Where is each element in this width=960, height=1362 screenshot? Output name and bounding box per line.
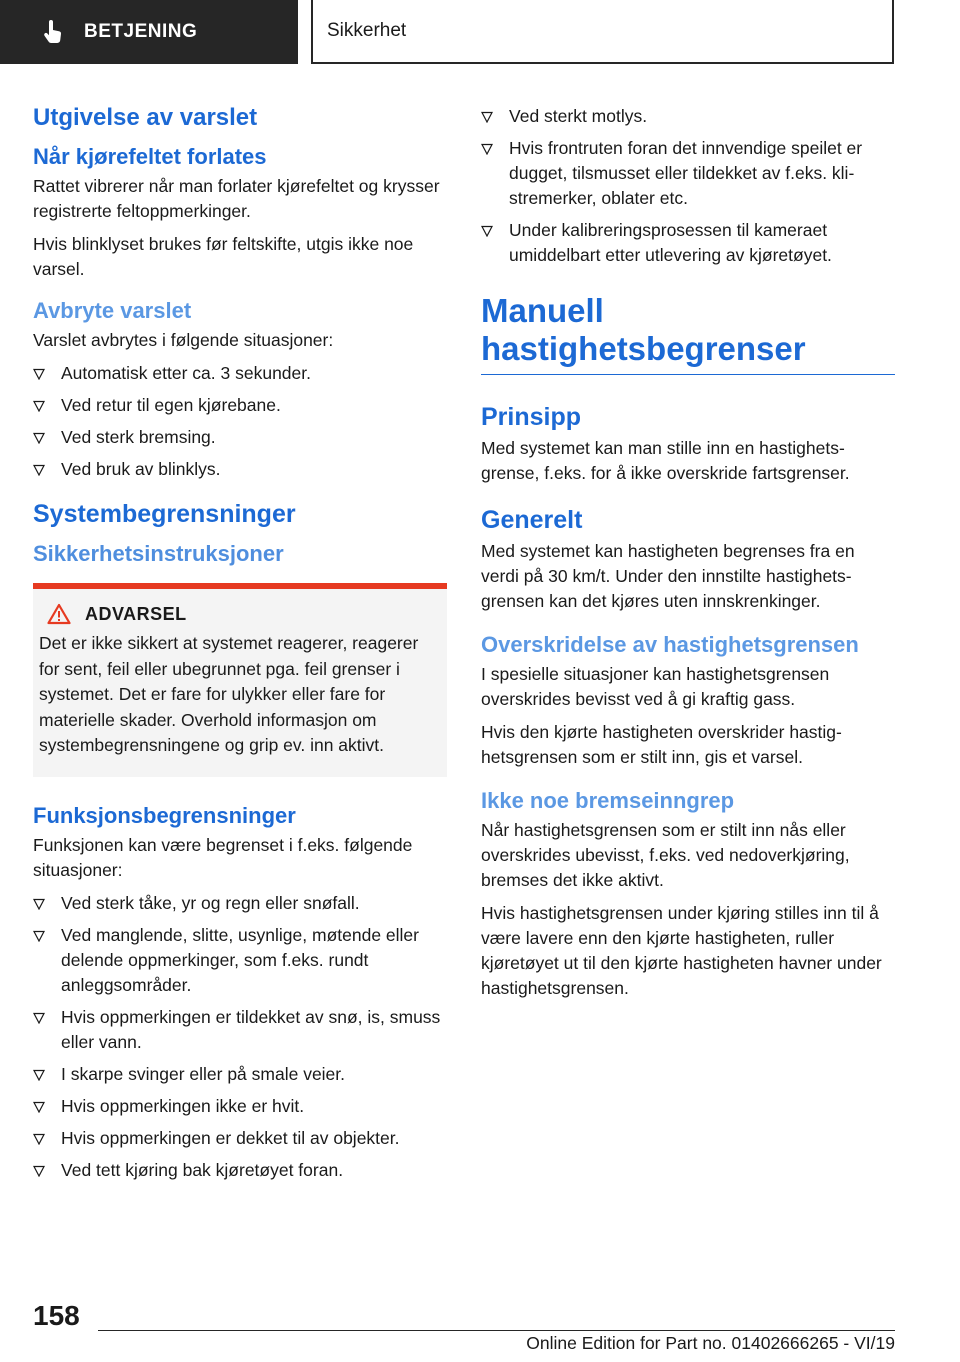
paragraph: Varslet avbrytes i følgende situasjoner: (33, 330, 334, 350)
heading-utgivelse: Utgivelse av varslet (33, 104, 258, 131)
warning-box (33, 583, 447, 777)
paragraph: Med systemet kan hastigheten begrenses fra en verdi på 30 km/t. Under den innstilte hastighetsgrensen kan det kjøres uten innskrenkinger. (481, 541, 855, 611)
paragraph: Hvis blinklyset brukes før feltskifte, utgis ikke noe varsel. (33, 234, 414, 279)
heading-funksjon: Funksjonsbegrensninger (33, 802, 296, 828)
heading-overskridelse: Overskridelse av hastighetsgrensen (481, 632, 859, 657)
footer-divider (98, 1330, 895, 1331)
list-item: Hvis frontruten foran det innvendige speilet er dugget, tilsmusset eller tildekket av f.eks. klistremerker, oblater etc. (481, 136, 895, 211)
triangle-bullet-icon (481, 225, 493, 237)
list-item: Ved bruk av blinklys. (33, 457, 447, 482)
warning-header (39, 603, 441, 625)
heading-nar: Når kjørefeltet forlates (33, 144, 267, 169)
chapter-label: Sikkerhet (327, 20, 407, 41)
triangle-bullet-icon (33, 898, 45, 910)
triangle-bullet-icon (33, 464, 45, 476)
triangle-bullet-icon (33, 930, 45, 942)
warning-triangle-icon (47, 603, 71, 625)
paragraph: Med systemet kan man stille inn en hastighetsgrense, f.eks. for å ikke overskride fartsgrenser. (481, 438, 850, 483)
edition-note: Online Edition for Part no. 01402666265 - VI/19 (526, 1333, 895, 1353)
list-continued (481, 104, 895, 268)
triangle-bullet-icon (33, 1101, 45, 1113)
heading-generelt: Generelt (481, 506, 583, 534)
paragraph: Rattet vibrerer når man forlater kjørefeltet og krysser registrerte feltoppmerkinger. (33, 176, 440, 221)
paragraph: Hvis den kjørte hastigheten overskrider hastighetsgrensen som er stilt inn, gis et varsel. (481, 722, 842, 767)
list-funksjon (33, 891, 447, 1183)
heading-ikke: Ikke noe bremseinngrep (481, 788, 735, 813)
triangle-bullet-icon (33, 1133, 45, 1145)
section-label: BETJENING (84, 21, 198, 42)
triangle-bullet-icon (33, 432, 45, 444)
page-number: 158 (33, 1300, 80, 1331)
triangle-bullet-icon (481, 111, 493, 123)
paragraph: Funksjonen kan være begrenset i f.eks. følgende situasjoner: (33, 834, 413, 880)
list-item: Hvis oppmerkingen er dekket til av objekter. (33, 1126, 447, 1151)
triangle-bullet-icon (33, 1012, 45, 1024)
list-avbryte (33, 361, 447, 482)
list-item: Ved retur til egen kjørebane. (33, 393, 447, 418)
list-item: Ved tett kjøring bak kjøretøyet foran. (33, 1158, 447, 1183)
heading-avbryte: Avbryte varslet (33, 298, 192, 323)
list-item: Hvis oppmerkingen er tildekket av snø, is, smuss eller vann. (33, 1005, 447, 1055)
list-item: I skarpe svinger eller på smale veier. (33, 1062, 447, 1087)
section-tab (0, 0, 298, 64)
paragraph: Når hastighetsgrensen som er stilt inn nås eller overskrides ubevisst, f.eks. ved nedoverkjøring, bremses det ikke aktivt. (481, 820, 850, 890)
heading-system: Systembegrensninger (33, 500, 296, 528)
heading-manuell: Manuell hastighetsbegrenser (481, 292, 895, 375)
triangle-bullet-icon (33, 1069, 45, 1081)
right-column (481, 104, 895, 1009)
list-item: Ved sterk bremsing. (33, 425, 447, 450)
list-item: Hvis oppmerkingen ikke er hvit. (33, 1094, 447, 1119)
left-column (33, 96, 447, 1190)
list-item: Ved sterk tåke, yr og regn eller snøfall. (33, 891, 447, 916)
triangle-bullet-icon (33, 400, 45, 412)
chapter-tab (311, 0, 894, 64)
list-item: Ved sterkt motlys. (481, 104, 895, 129)
list-item: Ved manglende, slitte, usynlige, møtende eller delende oppmerkinger, som f.eks. rundt anleggsområder. (33, 923, 447, 998)
triangle-bullet-icon (481, 143, 493, 155)
warning-title: ADVARSEL (85, 603, 187, 624)
triangle-bullet-icon (33, 1165, 45, 1177)
heading-sikkerhet: Sikkerhetsinstruksjoner (33, 541, 284, 566)
list-item: Automatisk etter ca. 3 sekunder. (33, 361, 447, 386)
triangle-bullet-icon (33, 368, 45, 380)
list-item: Under kalibreringsprosessen til kameraet umiddelbart etter utlevering av kjøretøyet. (481, 218, 895, 268)
hand-pointer-icon (40, 19, 66, 45)
paragraph: Hvis hastighetsgrensen under kjøring stilles inn til å være lavere enn den kjørte hastigheten, ruller kjøretøyet ut til den kjørte hastigheten havner under hastighetsgrensen. (481, 903, 882, 998)
paragraph: I spesielle situasjoner kan hastighetsgrensen overskrides bevisst ved å gi kraftig gass. (481, 664, 830, 709)
heading-prinsipp: Prinsipp (481, 403, 582, 431)
warning-text: Det er ikke sikkert at systemet reagerer, reagerer for sent, feil eller ubegrunnet pga. feil grenser i systemet. Det er fare for ulykker eller fare for materielle skader. Overhold informasjon om systembegrensningene og grip ev. inn aktivt. (39, 633, 419, 755)
